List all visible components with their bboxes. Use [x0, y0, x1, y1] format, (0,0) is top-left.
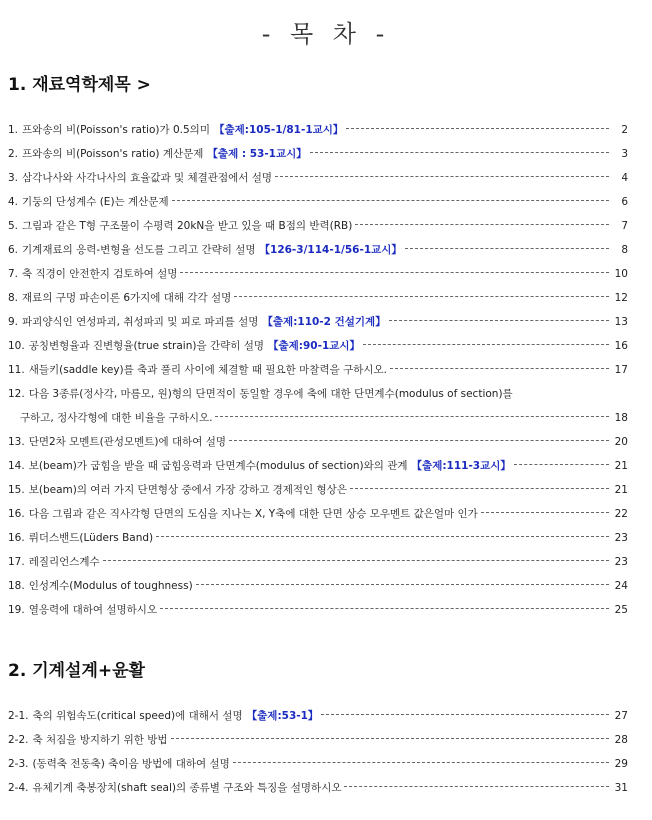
toc-entry[interactable]	[8, 502, 628, 526]
toc-entry-number: 15.	[8, 484, 25, 496]
toc-entry-title: (동력축 전동축) 축이음 방법에 대하여 설명	[32, 758, 230, 770]
toc-page-number: 24	[614, 580, 628, 592]
toc-entry-number: 6.	[8, 244, 19, 256]
toc-leader-dots	[171, 738, 609, 739]
toc-leader-dots	[172, 200, 609, 201]
toc-exam-reference: 【출제:105-1/81-1교시】	[213, 124, 344, 136]
toc-entry-number: 10.	[8, 340, 25, 352]
toc-entry-title: 다음 3종류(정사각, 마름모, 원)형의 단면적이 동일할 경우에 축에 대한 단면계수(modulus of section)를	[28, 388, 513, 400]
toc-exam-reference: 【출제:111-3교시】	[411, 460, 511, 472]
toc-entry-number: 3.	[8, 172, 19, 184]
toc-leader-dots	[180, 272, 609, 273]
toc-leader-dots	[229, 440, 609, 441]
toc-leader-dots	[215, 416, 609, 417]
toc-entry-title: 축 처짐을 방지하기 위한 방법	[32, 734, 168, 746]
toc-page-number: 12	[614, 292, 628, 304]
toc-entry-title: 유체기계 축봉장치(shaft seal)의 종류별 구조와 특징을 설명하시오	[32, 782, 342, 794]
toc-leader-dots	[363, 344, 609, 345]
toc-list-machine-design	[8, 704, 628, 800]
toc-entry[interactable]	[8, 776, 628, 800]
toc-entry-title: 인성계수(Modulus of toughness)	[28, 580, 193, 592]
toc-leader-dots	[390, 368, 609, 369]
toc-entry-title: 뤼더스밴드(Lüders Band)	[28, 532, 154, 544]
toc-page-number: 31	[614, 782, 628, 794]
toc-entry-title: 보(beam)가 굽힘을 받을 때 굽힘응력과 단면계수(modulus of section)와의 관계	[28, 460, 408, 472]
section-title-machine-design: 2. 기계설계+윤활	[8, 661, 145, 681]
toc-page-number: 20	[614, 436, 628, 448]
toc-entry-title: 축 직경이 안전한지 검토하여 설명	[22, 268, 178, 280]
toc-entry-number: 13.	[8, 436, 25, 448]
toc-entry-title: 기계재료의 응력-변형율 선도를 그리고 간략히 설명	[22, 244, 256, 256]
toc-leader-dots	[344, 786, 609, 787]
toc-entry-title: 프와송의 비(Poisson's ratio)가 0.5의미	[22, 124, 210, 136]
toc-exam-reference: 【출제 : 53-1교시】	[207, 148, 307, 160]
toc-page-number: 2	[621, 124, 628, 136]
toc-entry-line	[8, 382, 628, 406]
toc-page-number: 27	[614, 710, 628, 722]
toc-leader-dots	[160, 608, 609, 609]
toc-entry[interactable]	[8, 334, 628, 358]
toc-exam-reference: 【출제:53-1】	[246, 710, 319, 722]
toc-leader-dots	[275, 176, 609, 177]
page-title: - 목 차 -	[261, 20, 391, 48]
toc-entry-number: 1.	[8, 124, 19, 136]
toc-leader-dots	[481, 512, 609, 513]
toc-page-number: 21	[614, 460, 628, 472]
toc-entry-number: 5.	[8, 220, 19, 232]
toc-page-number: 22	[614, 508, 628, 520]
toc-entry[interactable]	[8, 478, 628, 502]
toc-page-number: 7	[621, 220, 628, 232]
toc-entry-number: 2-3.	[8, 758, 29, 770]
toc-entry-number: 18.	[8, 580, 25, 592]
toc-list-materials	[8, 118, 628, 622]
toc-entry-title: 공칭변형율과 진변형율(true strain)을 간략히 설명	[28, 340, 264, 352]
toc-entry-number: 17.	[8, 556, 25, 568]
toc-entry-title: 삼각나사와 사각나사의 효율값과 및 체결관점에서 설명	[22, 172, 273, 184]
toc-entry-number: 14.	[8, 460, 25, 472]
toc-leader-dots	[103, 560, 609, 561]
toc-entry[interactable]	[8, 358, 628, 382]
toc-entry[interactable]	[8, 526, 628, 550]
toc-entry-number: 11.	[8, 364, 25, 376]
toc-page-number: 10	[614, 268, 628, 280]
toc-leader-dots	[389, 320, 609, 321]
toc-entry[interactable]	[8, 286, 628, 310]
toc-leader-dots	[233, 762, 609, 763]
toc-entry[interactable]	[8, 574, 628, 598]
toc-leader-dots	[234, 296, 609, 297]
toc-entry[interactable]	[8, 166, 628, 190]
toc-page-number: 3	[621, 148, 628, 160]
toc-entry-number: 2-4.	[8, 782, 29, 794]
toc-entry[interactable]	[8, 262, 628, 286]
toc-exam-reference: 【126-3/114-1/56-1교시】	[259, 244, 402, 256]
toc-entry-number: 16.	[8, 532, 25, 544]
toc-entry-title: 보(beam)의 여러 가지 단면형상 중에서 가장 강하고 경제적인 형상은	[28, 484, 347, 496]
toc-entry[interactable]	[8, 214, 628, 238]
section-title-materials: 1. 재료역학제목 >	[8, 75, 151, 95]
toc-leader-dots	[514, 464, 609, 465]
toc-page-number: 8	[621, 244, 628, 256]
toc-entry[interactable]	[8, 454, 628, 478]
toc-entry-title: 레질리언스계수	[28, 556, 100, 568]
toc-page-number: 23	[614, 556, 628, 568]
toc-entry-number: 4.	[8, 196, 19, 208]
toc-entry-title: 파괴양식인 연성파괴, 취성파괴 및 피로 파괴를 설명	[22, 316, 259, 328]
toc-entry-number: 7.	[8, 268, 19, 280]
toc-page-number: 17	[614, 364, 628, 376]
toc-entry-title: 다음 그림과 같은 직사각형 단면의 도심을 지나는 X, Y축에 대한 단면 상승 모우멘트 값은얼마 인가	[28, 508, 478, 520]
toc-entry-number: 12.	[8, 388, 25, 400]
toc-page-number: 18	[614, 412, 628, 424]
toc-entry-number: 2.	[8, 148, 19, 160]
toc-entry-number: 2-1.	[8, 710, 29, 722]
toc-entry[interactable]	[8, 704, 628, 728]
toc-page-number: 29	[614, 758, 628, 770]
toc-entry-title: 새들키(saddle key)를 축과 풀리 사이에 체결할 때 필요한 마찰력을 구하시오.	[28, 364, 387, 376]
toc-entry-title: 단면2차 모멘트(관성모멘트)에 대하여 설명	[28, 436, 227, 448]
toc-leader-dots	[350, 488, 609, 489]
toc-entry-title: 축의 위험속도(critical speed)에 대해서 설명	[32, 710, 243, 722]
toc-entry-title: 그림과 같은 T형 구조물이 수평력 20kN을 받고 있을 때 B점의 반력(RB)	[22, 220, 353, 232]
toc-page-number: 13	[614, 316, 628, 328]
toc-entry-line	[8, 406, 628, 430]
toc-entry[interactable]	[8, 382, 628, 430]
toc-entry-title-continued: 구하고, 정사각형에 대한 비율을 구하시오.	[20, 412, 213, 424]
toc-page-number: 23	[614, 532, 628, 544]
toc-page-number: 28	[614, 734, 628, 746]
toc-entry-title: 프와송의 비(Poisson's ratio) 계산문제	[22, 148, 204, 160]
toc-entry-number: 19.	[8, 604, 25, 616]
toc-entry[interactable]	[8, 550, 628, 574]
toc-entry-number: 16.	[8, 508, 25, 520]
toc-exam-reference: 【출제:110-2 건설기계】	[262, 316, 386, 328]
toc-leader-dots	[405, 248, 609, 249]
toc-page-number: 16	[614, 340, 628, 352]
toc-leader-dots	[355, 224, 609, 225]
toc-entry-title: 열응력에 대하여 설명하시오	[28, 604, 158, 616]
toc-entry-title: 재료의 구멍 파손이론 6가지에 대해 각각 설명	[22, 292, 232, 304]
toc-entry[interactable]	[8, 310, 628, 334]
toc-exam-reference: 【출제:90-1교시】	[268, 340, 361, 352]
toc-leader-dots	[310, 152, 609, 153]
toc-entry[interactable]	[8, 752, 628, 776]
toc-entry[interactable]	[8, 118, 628, 142]
toc-entry-number: 8.	[8, 292, 19, 304]
toc-entry[interactable]	[8, 238, 628, 262]
toc-entry[interactable]	[8, 190, 628, 214]
toc-entry[interactable]	[8, 728, 628, 752]
toc-entry-number: 2-2.	[8, 734, 29, 746]
toc-entry-number: 9.	[8, 316, 19, 328]
toc-page-number: 4	[621, 172, 628, 184]
toc-leader-dots	[156, 536, 609, 537]
toc-leader-dots	[321, 714, 609, 715]
toc-entry[interactable]	[8, 598, 628, 622]
toc-page-number: 25	[614, 604, 628, 616]
toc-entry-title: 기둥의 단성계수 (E)는 계산문제	[22, 196, 169, 208]
toc-leader-dots	[346, 128, 609, 129]
toc-entry[interactable]	[8, 430, 628, 454]
toc-page-number: 6	[621, 196, 628, 208]
toc-leader-dots	[196, 584, 609, 585]
toc-entry[interactable]	[8, 142, 628, 166]
toc-page-number: 21	[614, 484, 628, 496]
